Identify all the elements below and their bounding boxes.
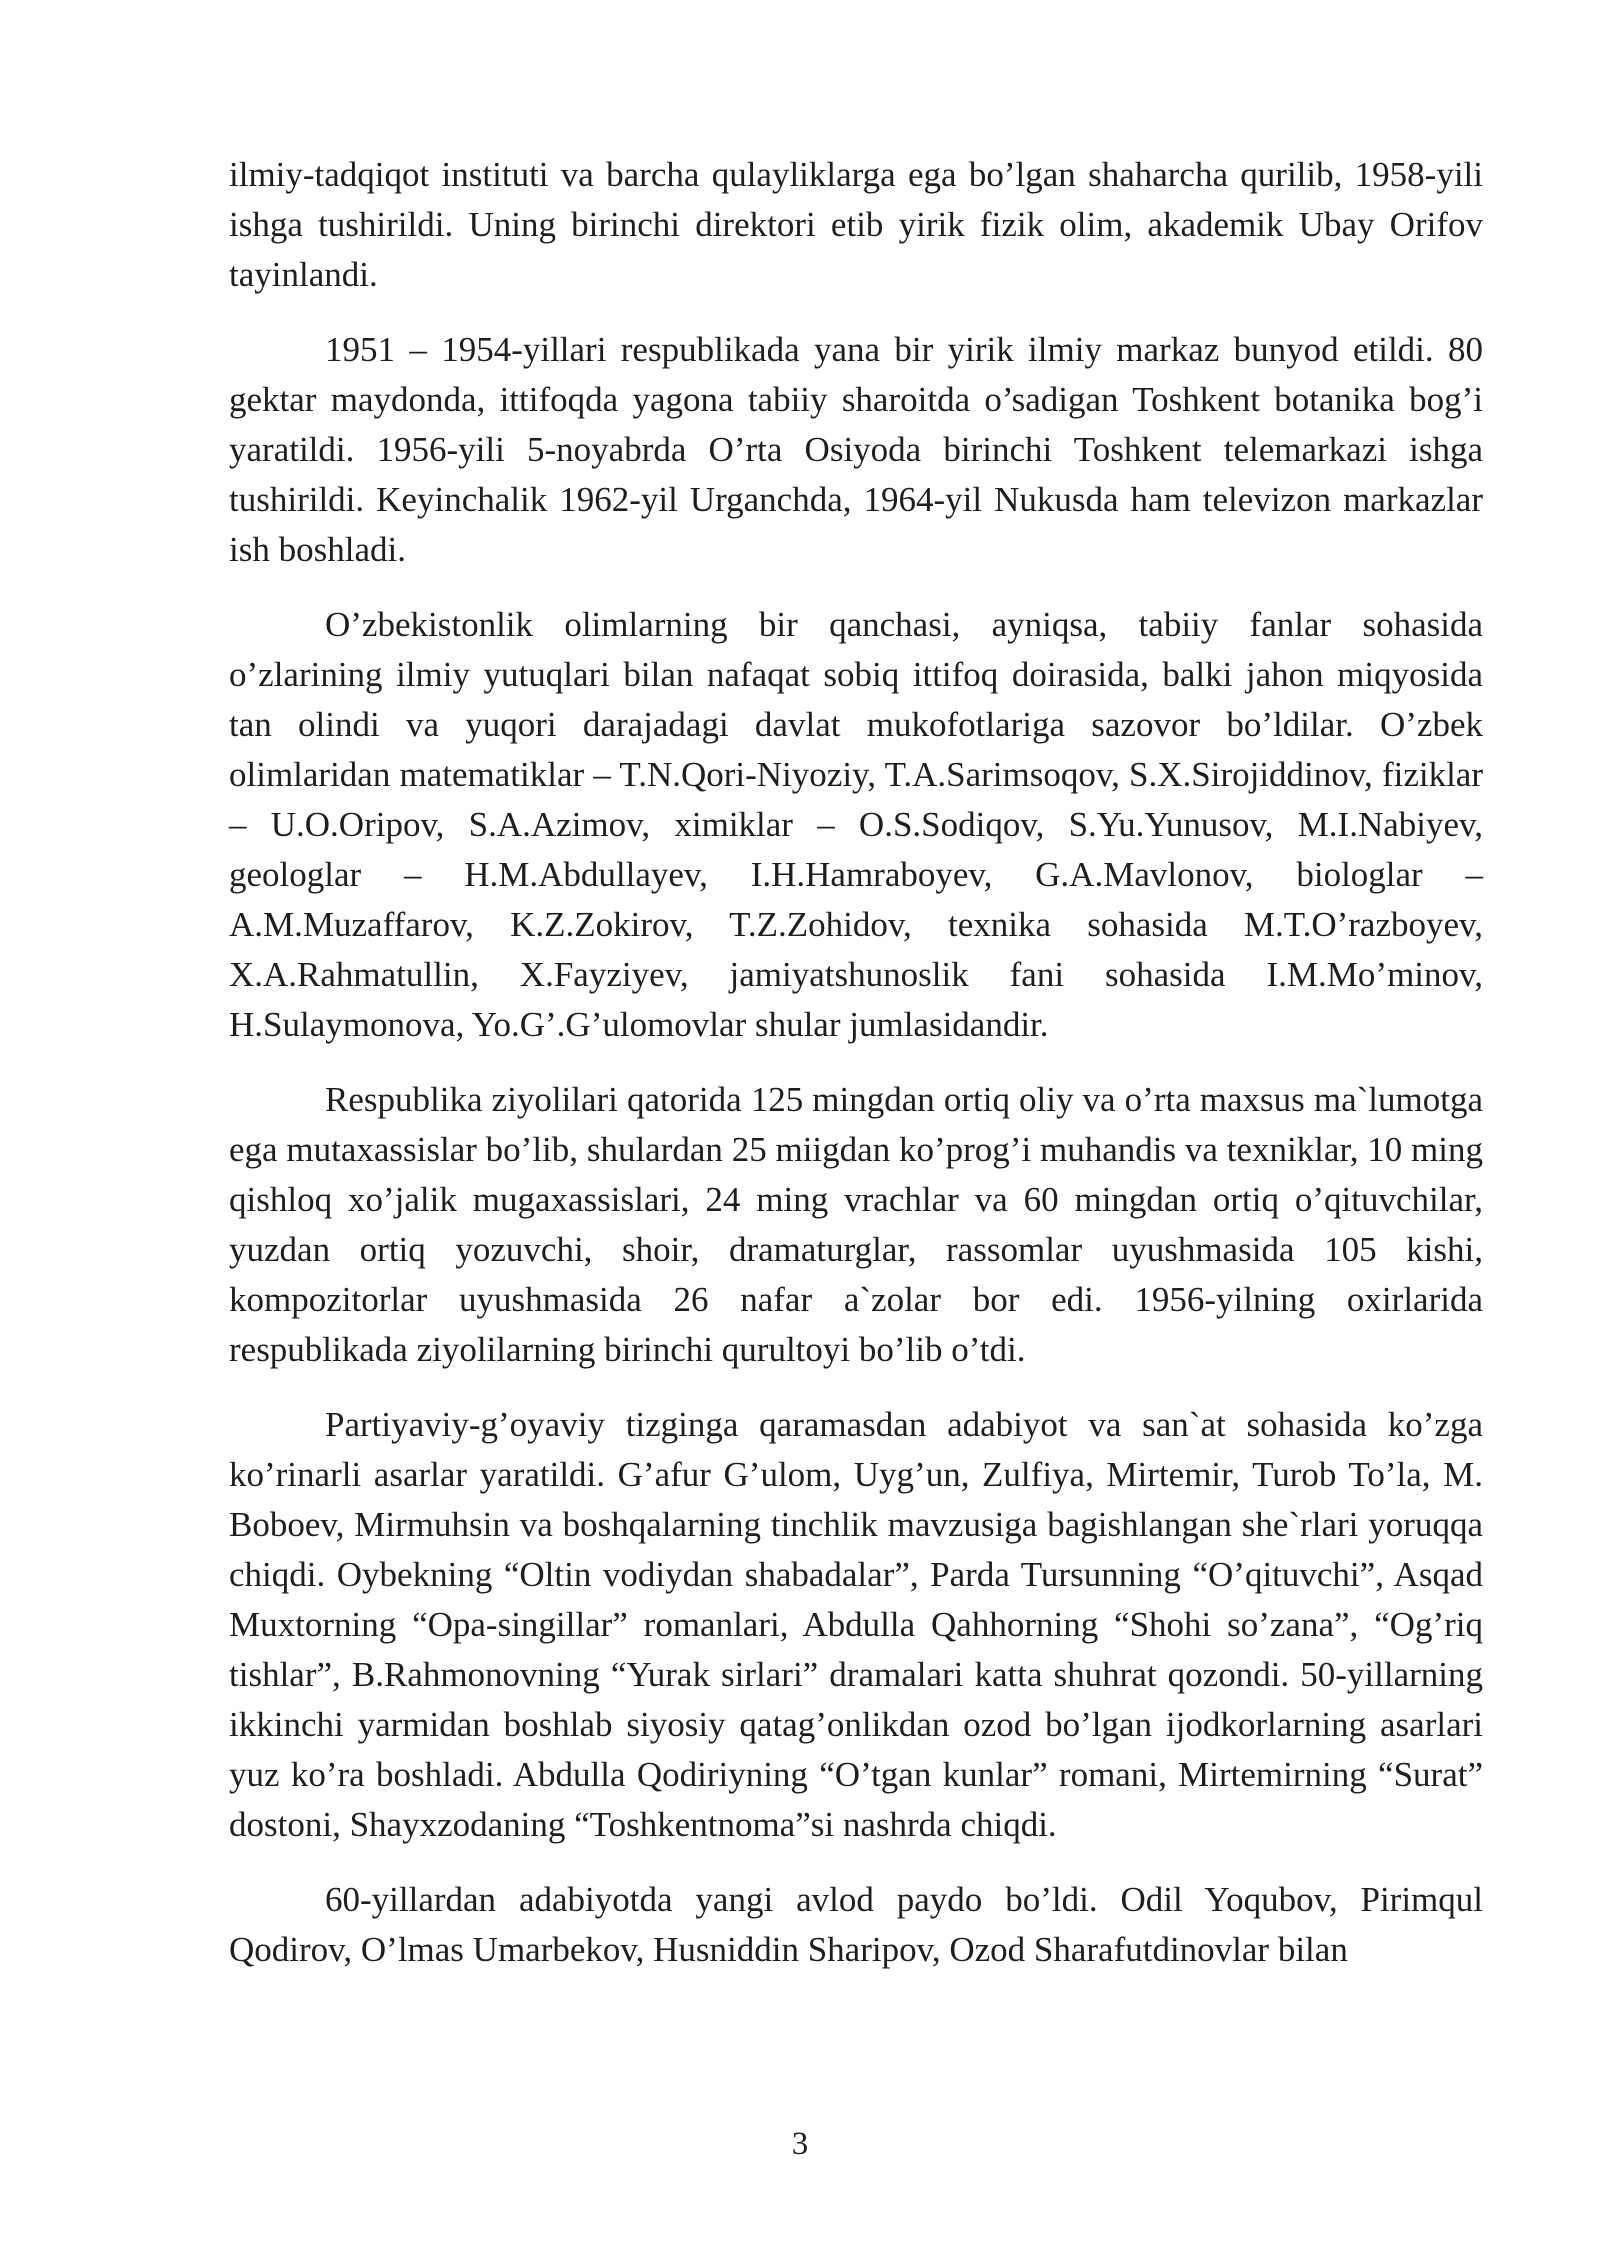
paragraph-2: 1951 – 1954-yillari respublikada yana bir yirik ilmiy markaz bunyod etildi. 80 gektar maydonda, ittifoqda yagona tabiiy sharoitda o’sadigan Toshkent botanika bog’i yaratildi. 1956-yili 5-noyabrda O’rta Osiyoda birinchi Toshkent telemarkazi ishga tushirildi. Keyinchalik 1962-yil Urganchda, 1964-yil Nukusda ham televizon markazlar ish boshladi.: [229, 330, 1483, 569]
paragraph-3: O’zbekistonlik olimlarning bir qanchasi, ayniqsa, tabiiy fanlar sohasida o’zlarining ilmiy yutuqlari bilan nafaqat sobiq ittifoq doirasida, balki jahon miqyosida tan olindi va yuqori darajadagi davlat mukofotlariga sazovor bo’ldilar. O’zbek olimlaridan matematiklar – T.N.Qori-Niyoziy, T.A.Sarimsoqov, S.X.Sirojiddinov, fiziklar – U.O.Oripov, S.A.Azimov, ximiklar – O.S.Sodiqov, S.Yu.Yunusov, M.I.Nabiyev, geologlar – H.M.Abdullayev, I.H.Hamraboyev, G.A.Mavlonov, biologlar – A.M.Muzaffarov, K.Z.Zokirov, T.Z.Zohidov, texnika sohasida M.T.O’razboyev, X.A.Rahmatullin, X.Fayziyev, jamiyatshunoslik fani sohasida I.M.Mo’minov, H.Sulaymonova, Yo.G’.G’ulomovlar shular jumlasidandir.: [229, 605, 1483, 1044]
paragraph-1: ilmiy-tadqiqot instituti va barcha qulayliklarga ega bo’lgan shaharcha qurilib, 1958-yili ishga tushirildi. Uning birinchi direktori etib yirik fizik olim, akademik Ubay Orifov tayinlandi.: [229, 155, 1483, 294]
paragraph-6: 60-yillardan adabiyotda yangi avlod paydo bo’ldi. Odil Yoqubov, Pirimqul Qodirov, O’lmas Umarbekov, Husniddin Sharipov, Ozod Sharafutdinovlar bilan: [229, 1880, 1483, 1969]
paragraph-4: Respublika ziyolilari qatorida 125 mingdan ortiq oliy va o’rta maxsus ma`lumotga ega mutaxassislar bo’lib, shulardan 25 miigdan ko’prog’i muhandis va texniklar, 10 ming qishloq xo’jalik mugaxassislari, 24 ming vrachlar va 60 mingdan ortiq o’qituvchilar, yuzdan ortiq yozuvchi, shoir, dramaturglar, rassomlar uyushmasida 105 kishi, kompozitorlar uyushmasida 26 nafar a`zolar bor edi. 1956-yilning oxirlarida respublikada ziyolilarning birinchi qurultoyi bo’lib o’tdi.: [229, 1080, 1483, 1369]
page-number: 3: [791, 2126, 809, 2162]
document-body: [229, 150, 1483, 2000]
paragraph-5: Partiyaviy-g’oyaviy tizginga qaramasdan adabiyot va san`at sohasida ko’zga ko’rinarli asarlar yaratildi. G’afur G’ulom, Uyg’un, Zulfiya, Mirtemir, Turob To’la, M. Boboev, Mirmuhsin va boshqalarning tinchlik mavzusiga bagishlangan she`rlari yoruqqa chiqdi. Oybekning “Oltin vodiydan shabadalar”, Parda Tursunning “O’qituvchi”, Asqad Muxtorning “Opa-singillar” romanlari, Abdulla Qahhorning “Shohi so’zana”, “Og’riq tishlar”, B.Rahmonovning “Yurak sirlari” dramalari katta shuhrat qozondi. 50-yillarning ikkinchi yarmidan boshlab siyosiy qatag’onlikdan ozod bo’lgan ijodkorlarning asarlari yuz ko’ra boshladi. Abdulla Qodiriyning “O’tgan kunlar” romani, Mirtemirning “Surat” dostoni, Shayxzodaning “Toshkentnoma”si nashrda chiqdi.: [229, 1405, 1483, 1844]
